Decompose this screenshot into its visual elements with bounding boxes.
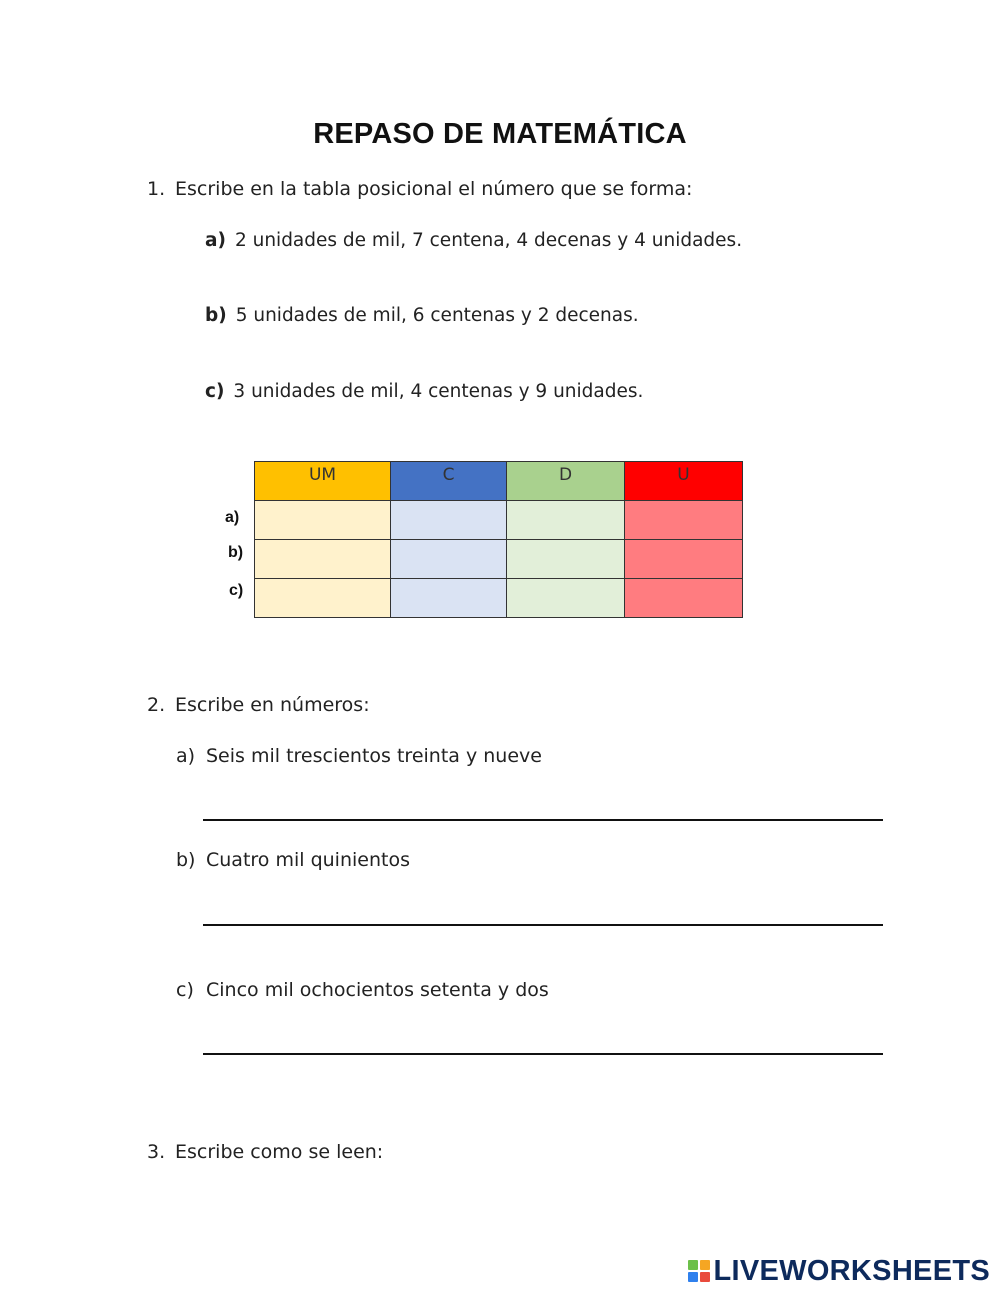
question-2 bbox=[147, 694, 370, 716]
q2-item-c bbox=[176, 979, 549, 1001]
cell-a-u[interactable] bbox=[625, 501, 743, 540]
table-row-label-c: c) bbox=[229, 582, 244, 599]
table-row bbox=[255, 579, 743, 618]
page-title: REPASO DE MATEMÁTICA bbox=[313, 118, 687, 150]
q2-item-a-label: a) bbox=[176, 745, 196, 767]
header-u: U bbox=[625, 462, 743, 501]
cell-a-um[interactable] bbox=[255, 501, 391, 540]
cell-c-u[interactable] bbox=[625, 579, 743, 618]
cell-a-d[interactable] bbox=[507, 501, 625, 540]
table-row-label-a: a) bbox=[225, 509, 240, 526]
logo-icon bbox=[688, 1260, 710, 1282]
q2-item-a bbox=[176, 745, 542, 767]
place-value-table bbox=[254, 461, 743, 618]
q1-item-c-label: c) bbox=[205, 381, 225, 402]
q1-item-a-text: 2 unidades de mil, 7 centena, 4 decenas y 4 unidades. bbox=[234, 230, 743, 251]
table-row bbox=[255, 501, 743, 540]
header-c: C bbox=[391, 462, 507, 501]
q1-item-a bbox=[205, 230, 742, 251]
question-3-number: 3. bbox=[147, 1141, 166, 1163]
q2-item-c-label: c) bbox=[176, 979, 194, 1001]
q1-item-b-label: b) bbox=[205, 305, 227, 326]
q1-item-b-text: 5 unidades de mil, 6 centenas y 2 decenas. bbox=[235, 305, 639, 326]
question-3-text: Escribe como se leen: bbox=[175, 1141, 384, 1163]
question-2-text: Escribe en números: bbox=[175, 694, 370, 716]
answer-line-a[interactable] bbox=[203, 819, 883, 821]
table-header-row bbox=[255, 462, 743, 501]
answer-line-c[interactable] bbox=[203, 1053, 883, 1055]
cell-b-d[interactable] bbox=[507, 540, 625, 579]
q1-item-c bbox=[205, 381, 643, 402]
cell-a-c[interactable] bbox=[391, 501, 507, 540]
question-3 bbox=[147, 1141, 383, 1163]
q2-item-b-text: Cuatro mil quinientos bbox=[206, 849, 410, 871]
cell-b-c[interactable] bbox=[391, 540, 507, 579]
question-1 bbox=[147, 178, 692, 200]
q1-item-c-text: 3 unidades de mil, 4 centenas y 9 unidades. bbox=[233, 381, 644, 402]
q1-item-b bbox=[205, 305, 639, 326]
question-1-number: 1. bbox=[147, 178, 166, 200]
cell-c-um[interactable] bbox=[255, 579, 391, 618]
q2-item-c-text: Cinco mil ochocientos setenta y dos bbox=[206, 979, 549, 1001]
cell-c-c[interactable] bbox=[391, 579, 507, 618]
header-um: UM bbox=[255, 462, 391, 501]
answer-line-b[interactable] bbox=[203, 924, 883, 926]
table-row bbox=[255, 540, 743, 579]
q2-item-a-text: Seis mil trescientos treinta y nueve bbox=[206, 745, 542, 767]
liveworksheets-logo bbox=[688, 1255, 991, 1287]
q2-item-b bbox=[176, 849, 410, 871]
question-2-number: 2. bbox=[147, 694, 166, 716]
q1-item-a-label: a) bbox=[205, 230, 226, 251]
cell-b-um[interactable] bbox=[255, 540, 391, 579]
header-d: D bbox=[507, 462, 625, 501]
cell-c-d[interactable] bbox=[507, 579, 625, 618]
q2-item-b-label: b) bbox=[176, 849, 196, 871]
cell-b-u[interactable] bbox=[625, 540, 743, 579]
question-1-text: Escribe en la tabla posicional el número que se forma: bbox=[175, 178, 693, 200]
table-row-label-b: b) bbox=[228, 544, 244, 561]
logo-text: LIVEWORKSHEETS bbox=[713, 1254, 990, 1287]
